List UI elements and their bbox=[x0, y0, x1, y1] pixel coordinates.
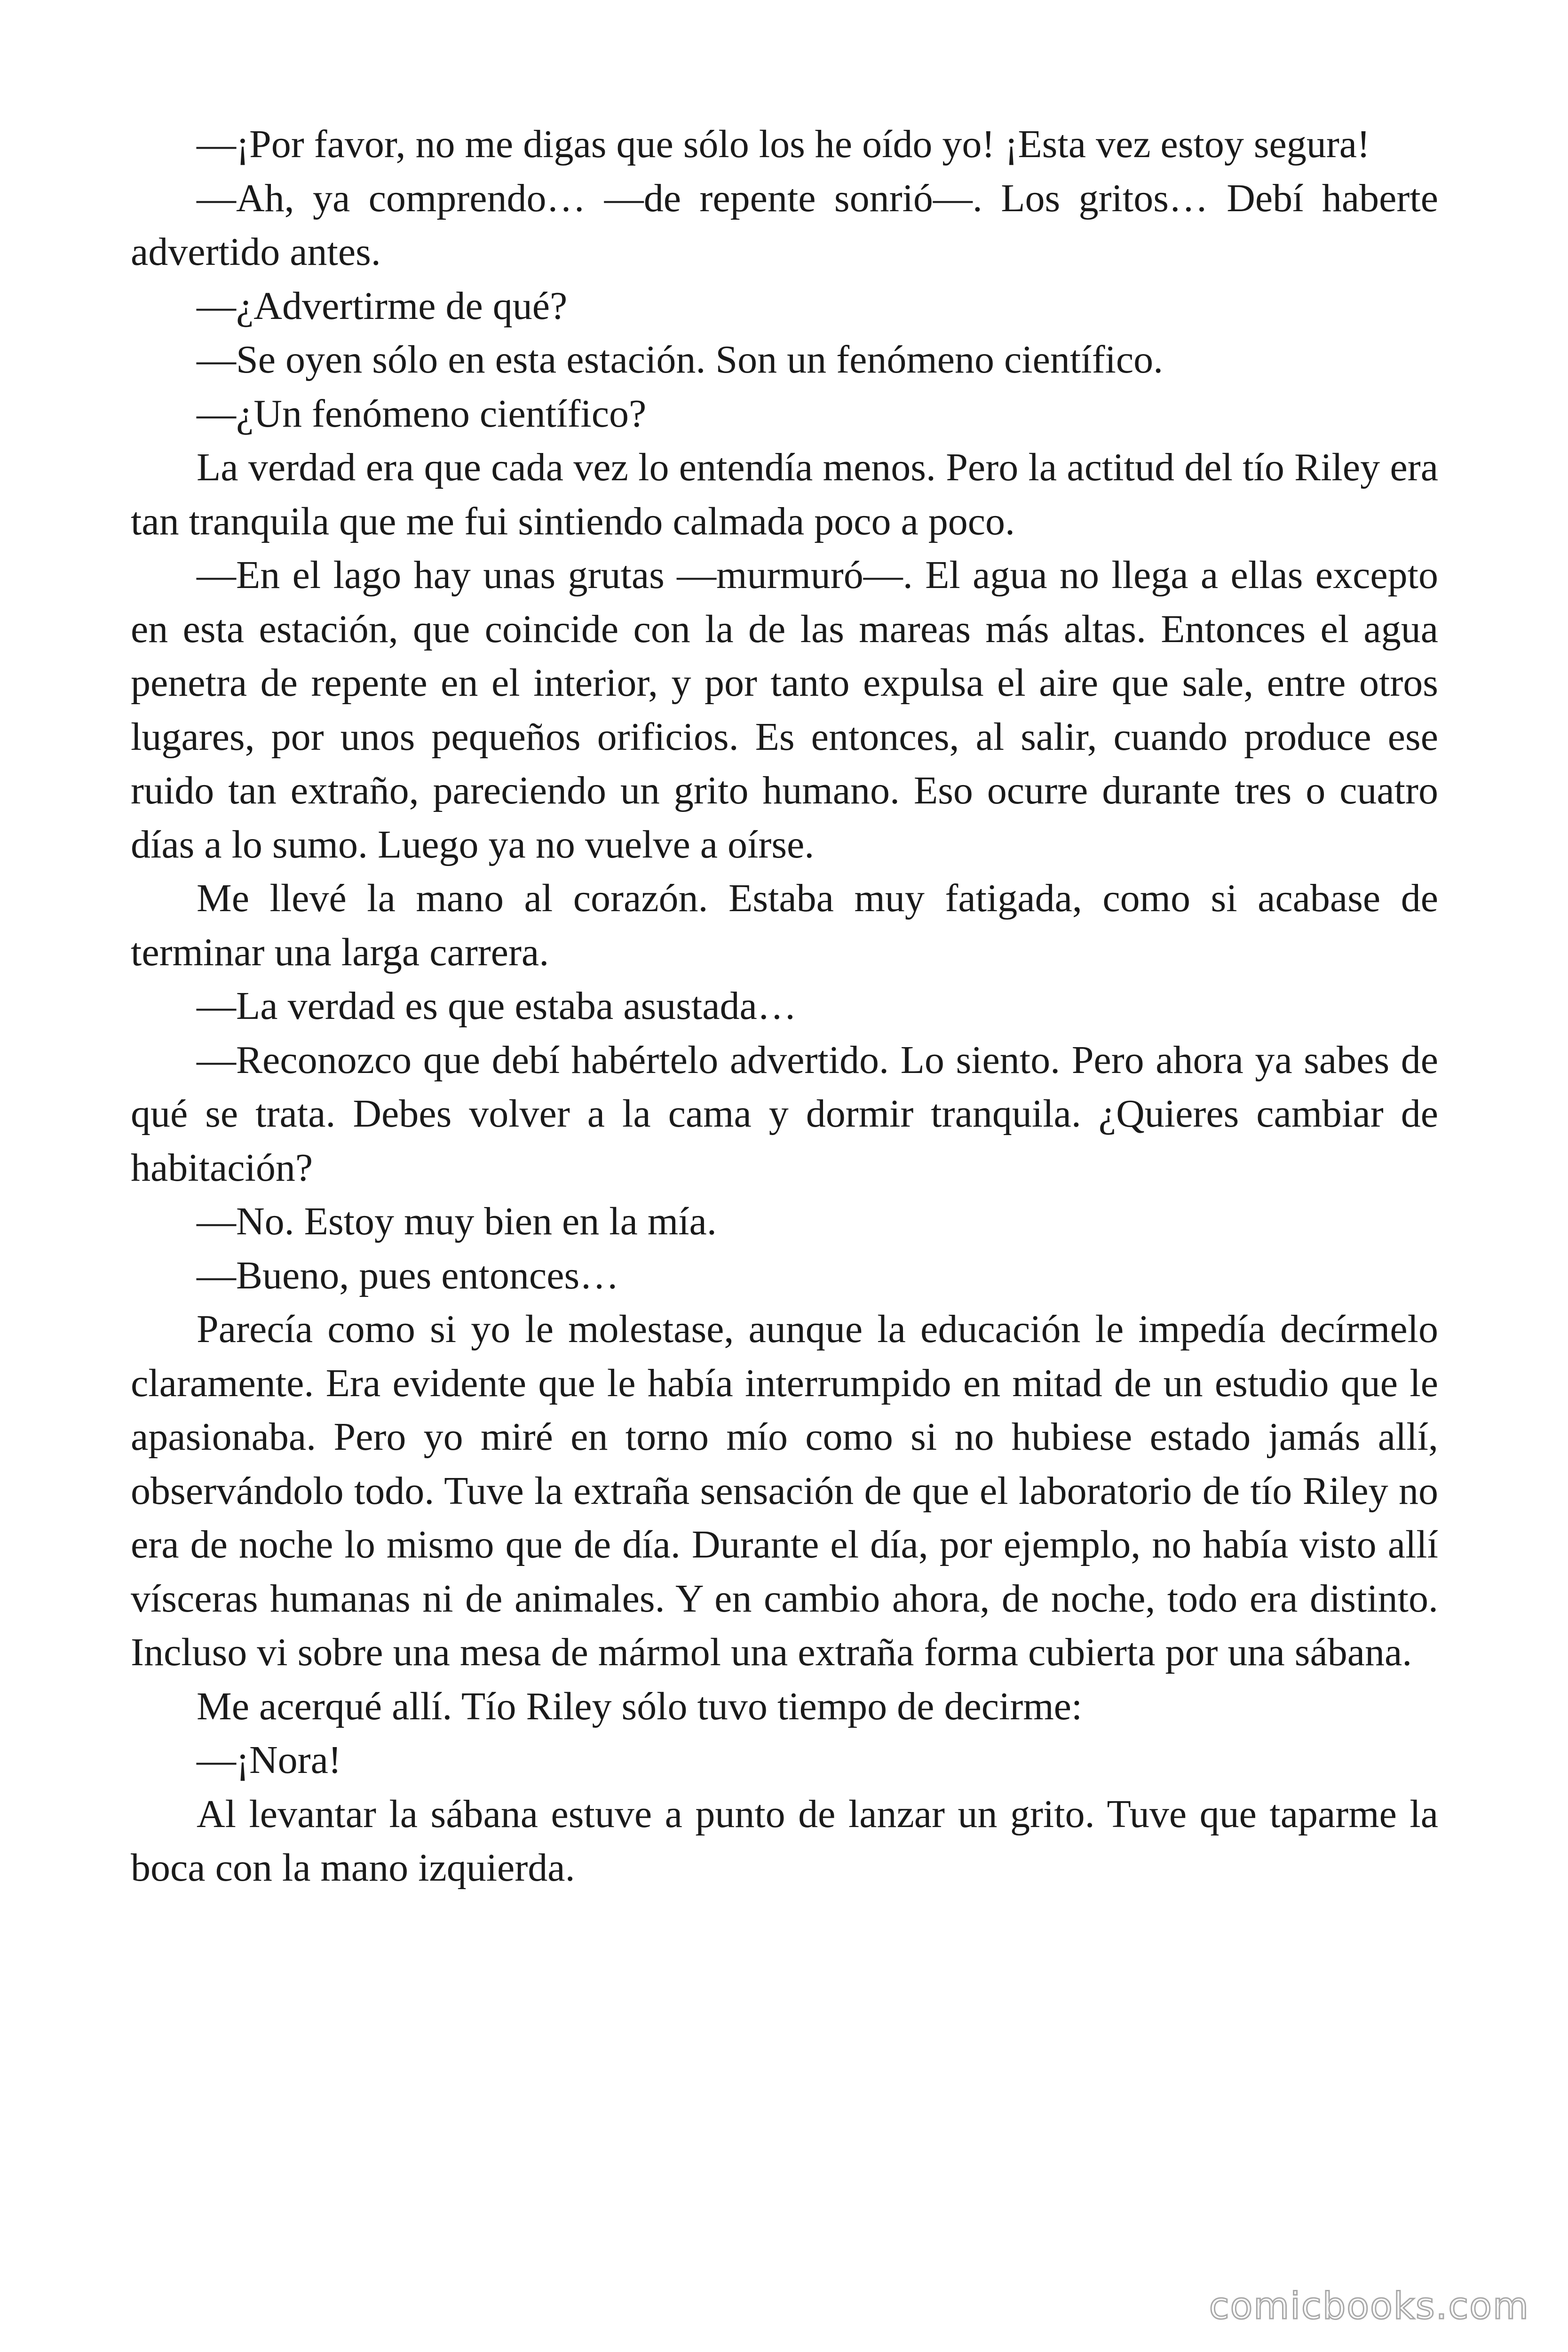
paragraph: —¡Por favor, no me digas que sólo los he oído yo! ¡Esta vez estoy segura! bbox=[197, 122, 1370, 166]
paragraph: —¡Nora! bbox=[197, 1738, 341, 1782]
paragraph: Al levantar la sábana estuve a punto de lanzar un grito. Tuve que taparme la boca con la mano izquierda. bbox=[131, 1792, 1438, 1890]
paragraph: —En el lago hay unas grutas —murmuró—. El agua no llega a ellas excepto en esta estación, que coincide con la de las mareas más altas. Entonces el agua penetra de repente en el interior, y por tanto expulsa el aire que sale, entre otros lugares, por unos pequeños orificios. Es entonces, al salir, cuando produce ese ruido tan extraño, pareciendo un grito humano. Eso ocurre durante tres o cuatro días a lo sumo. Luego ya no vuelve a oírse. bbox=[131, 553, 1438, 866]
paragraph: —La verdad es que estaba asustada… bbox=[197, 984, 797, 1028]
paragraph: —No. Estoy muy bien en la mía. bbox=[197, 1200, 717, 1243]
paragraph: —Ah, ya comprendo… —de repente sonrió—. Los gritos… Debí haberte advertido antes. bbox=[131, 176, 1438, 274]
paragraph: Parecía como si yo le molestase, aunque la educación le impedía decírmelo claramente. Era evidente que le había interrumpido en mitad de un estudio que le apasionaba. Pero yo miré en torno mío como si no hubiese estado jamás allí, observándolo todo. Tuve la extraña sensación de que el laboratorio de tío Riley no era de noche lo mismo que de día. Durante el día, por ejemplo, no había visto allí vísceras humanas ni de animales. Y en cambio ahora, de noche, todo era distinto. Incluso vi sobre una mesa de mármol una extraña forma cubierta por una sábana. bbox=[131, 1307, 1438, 1674]
book-page-text bbox=[131, 118, 1438, 2187]
paragraph: —¿Un fenómeno científico? bbox=[197, 391, 647, 436]
paragraph: —Reconozco que debí habértelo advertido. Lo siento. Pero ahora ya sabes de qué se trata. Debes volver a la cama y dormir tranquila. ¿Quieres cambiar de habitación? bbox=[131, 1038, 1438, 1190]
paragraph: Me llevé la mano al corazón. Estaba muy fatigada, como si acabase de terminar una larga carrera. bbox=[131, 876, 1438, 974]
paragraph: —¿Advertirme de qué? bbox=[197, 284, 568, 328]
paragraph: —Bueno, pues entonces… bbox=[197, 1253, 619, 1297]
paragraph: La verdad era que cada vez lo entendía menos. Pero la actitud del tío Riley era tan tranquila que me fui sintiendo calmada poco a poco. bbox=[131, 445, 1438, 543]
watermark-logo: comicbooks.com bbox=[1209, 2285, 1529, 2328]
paragraph: —Se oyen sólo en esta estación. Son un fenómeno científico. bbox=[197, 338, 1164, 381]
paragraph: Me acerqué allí. Tío Riley sólo tuvo tiempo de decirme: bbox=[197, 1684, 1083, 1728]
